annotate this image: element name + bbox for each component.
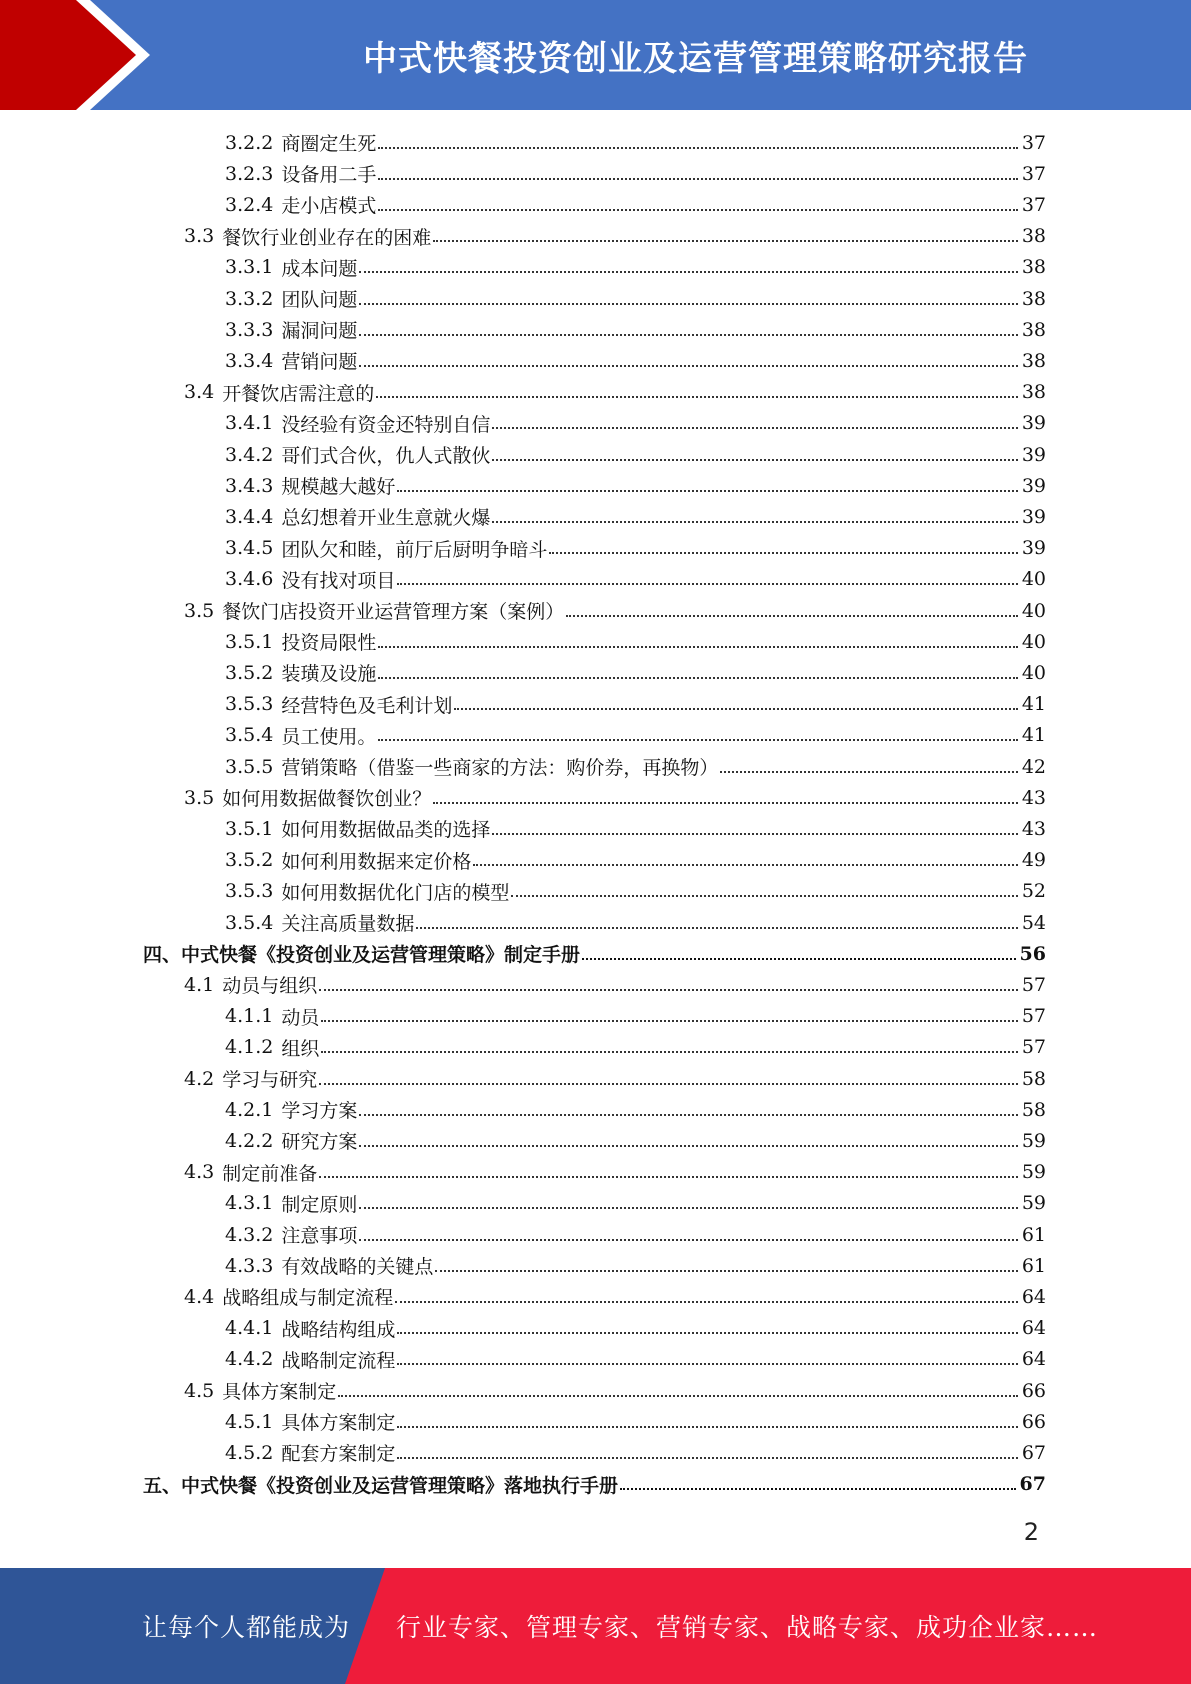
toc-entry-number: 3.4.6 [225,568,274,591]
toc-entry[interactable] [225,907,1046,938]
toc-entry[interactable] [184,595,1046,626]
toc-entry[interactable] [184,1063,1046,1094]
toc-entry-number: 4.3.2 [225,1223,274,1246]
toc-entry[interactable] [225,1344,1046,1375]
toc-entry[interactable] [225,127,1046,158]
toc-entry-number: 4.2 [184,1067,215,1090]
toc-entry[interactable] [225,158,1046,189]
toc-entry[interactable] [225,1219,1046,1250]
toc-entry-number: 3.5 [184,786,215,809]
toc-dot-leader [359,334,1017,336]
toc-entry-page: 38 [1021,225,1046,248]
toc-dot-leader [397,1426,1017,1428]
toc-dot-leader [378,147,1017,149]
toc-entry-title: 开餐饮店需注意的 [222,382,375,405]
toc-entry[interactable] [184,1281,1046,1312]
toc-dot-leader [319,1176,1018,1178]
toc-dot-leader [378,677,1017,679]
page-number: 2 [1023,1518,1039,1546]
toc-entry-page: 40 [1021,630,1046,653]
toc-entry[interactable] [225,439,1046,470]
toc-entry-title: 制定原则 [281,1193,358,1216]
toc-entry-title: 团队欠和睦，前厅后厨明争暗斗 [281,538,548,561]
toc-entry-page: 39 [1021,412,1046,435]
toc-dot-leader [321,1051,1017,1053]
toc-entry-title: 规模越大越好 [281,476,396,499]
toc-entry-title: 总幻想着开业生意就火爆 [281,507,491,530]
toc-entry[interactable] [225,533,1046,564]
toc-dot-leader [473,864,1017,866]
toc-entry-title: 学习方案 [281,1100,358,1123]
toc-entry-title: 没经验有资金还特别自信 [281,413,491,436]
toc-dot-leader [492,833,1017,835]
toc-entry-title: 员工使用。 [281,725,377,748]
footer-slogan-right: 行业专家、管理专家、营销专家、战略专家、成功企业家…… [396,1613,1099,1642]
toc-entry[interactable] [225,1313,1046,1344]
toc-dot-leader [549,552,1017,554]
toc-dot-leader [454,708,1017,710]
toc-entry-title: 成本问题 [281,257,358,280]
toc-entry[interactable] [184,377,1046,408]
toc-dot-leader [433,802,1018,804]
toc-entry-page: 40 [1021,599,1046,622]
toc-entry-page: 43 [1021,786,1046,809]
toc-entry-page: 67 [1021,1441,1046,1464]
toc-entry[interactable] [225,751,1046,782]
toc-dot-leader [359,1239,1017,1241]
toc-dot-leader [511,895,1017,897]
toc-dot-leader [376,396,1018,398]
toc-entry[interactable] [225,876,1046,907]
toc-entry-number: 3.4.3 [225,474,274,497]
toc-entry-number: 3.5.1 [225,630,274,653]
toc-entry-number: 4.5.2 [225,1441,274,1464]
toc-entry[interactable] [225,813,1046,844]
toc-dot-leader [359,1145,1017,1147]
toc-entry-number: 3.4 [184,381,215,404]
toc-entry-page: 57 [1021,1005,1046,1028]
toc-entry-page: 40 [1021,661,1046,684]
toc-entry[interactable] [225,564,1046,595]
toc-entry[interactable] [184,969,1046,1000]
toc-entry-title: 团队问题 [281,289,358,311]
toc-dot-leader [433,240,1018,242]
toc-entry-title: 餐饮行业创业存在的困难 [222,226,432,249]
toc-entry-number: 3.4.4 [225,505,274,528]
toc-entry[interactable] [225,345,1046,376]
toc-dot-leader [319,989,1018,991]
toc-dot-leader [359,303,1017,305]
toc-entry-page: 37 [1021,131,1046,154]
toc-dot-leader [620,1488,1016,1490]
toc-entry-page: 58 [1021,1098,1046,1121]
toc-entry[interactable] [184,1157,1046,1188]
toc-entry-number: 3.2.2 [225,131,274,154]
toc-entry-title: 哥们式合伙，仇人式散伙 [281,445,491,467]
toc-entry-title: 战略组成与制定流程 [222,1287,394,1310]
toc-entry-number: 4.1.2 [225,1036,274,1059]
toc-entry-page: 38 [1021,287,1046,310]
toc-entry-number: 3.3 [184,225,215,248]
toc-entry-title: 营销问题 [281,351,358,374]
toc-entry-title: 战略制定流程 [281,1349,396,1372]
toc-dot-leader [395,1301,1018,1303]
toc-dot-leader [359,1207,1017,1209]
toc-entry-number: 4.1.1 [225,1005,274,1028]
toc-entry-page: 37 [1021,193,1046,216]
toc-entry-number: 3.5.1 [225,817,274,840]
toc-entry[interactable] [225,252,1046,283]
toc-dot-leader [582,958,1016,960]
toc-entry-title: 漏洞问题 [281,320,358,343]
toc-dot-leader [338,1395,1018,1397]
toc-entry-page: 64 [1021,1317,1046,1340]
page-header [0,0,1191,110]
toc-entry-page: 59 [1021,1161,1046,1184]
toc-entry[interactable] [225,283,1046,314]
toc-entry[interactable] [143,1469,1046,1500]
toc-entry-page: 66 [1021,1410,1046,1433]
toc-entry-title: 经营特色及毛利计划 [281,694,453,717]
toc-entry-page: 57 [1021,1036,1046,1059]
toc-entry[interactable] [225,1032,1046,1063]
toc-entry-number: 4.2.2 [225,1129,274,1152]
toc-entry-page: 61 [1021,1254,1046,1277]
page-footer [0,1568,1191,1684]
toc-entry-number: 4.2.1 [225,1098,274,1121]
toc-entry-page: 42 [1021,755,1046,778]
toc-entry-title: 商圈定生死 [281,133,377,155]
toc-entry-number: 4.3.1 [225,1192,274,1215]
toc-entry[interactable] [225,1125,1046,1156]
toc-dot-leader [492,459,1017,461]
toc-entry-title: 注意事项 [281,1225,358,1247]
toc-entry-number: 3.5.4 [225,724,274,747]
toc-entry-title: 具体方案制定 [281,1412,396,1435]
toc-entry[interactable] [225,1406,1046,1437]
toc-entry-number: 3.3.4 [225,349,274,372]
toc-entry[interactable] [225,1437,1046,1468]
footer-slogan-left: 让每个人都能成为 [142,1613,351,1642]
toc-entry-title: 制定前准备 [222,1162,318,1185]
report-title: 中式快餐投资创业及运营管理策略研究报告 [363,38,1028,79]
toc-entry-title: 装璜及设施 [281,663,377,686]
toc-entry-number: 3.5.4 [225,911,274,934]
toc-dot-leader [416,927,1017,929]
toc-entry-title: 战略结构组成 [281,1318,396,1341]
toc-entry-title: 设备用二手 [281,164,377,187]
toc-entry-number: 3.5.3 [225,693,274,716]
toc-entry-title: 配套方案制定 [281,1443,396,1466]
toc-dot-leader [359,271,1017,273]
toc-entry-number: 4.3.3 [225,1254,274,1277]
toc-entry-title: 动员 [281,1006,320,1029]
toc-entry-number: 3.3.3 [225,318,274,341]
toc-entry-number: 3.5.2 [225,661,274,684]
toc-entry-title: 五、中式快餐《投资创业及运营管理策略》落地执行手册 [143,1474,619,1497]
toc-entry-page: 41 [1021,693,1046,716]
toc-entry-number: 3.5.3 [225,880,274,903]
toc-entry-page: 64 [1021,1348,1046,1371]
toc-entry-number: 3.5 [184,599,215,622]
toc-entry-title: 餐饮门店投资开业运营管理方案（案例） [222,601,565,623]
toc-entry-title: 动员与组织 [222,975,318,998]
toc-dot-leader [319,1083,1018,1085]
toc-entry[interactable] [225,1250,1046,1281]
toc-entry[interactable] [184,221,1046,252]
toc-entry[interactable] [184,1375,1046,1406]
toc-entry-page: 52 [1021,880,1046,903]
toc-entry-number: 4.5 [184,1379,215,1402]
toc-entry-number: 4.1 [184,973,215,996]
toc-dot-leader [397,583,1017,585]
toc-dot-leader [378,739,1017,741]
toc-entry-number: 3.5.2 [225,849,274,872]
toc-entry-number: 3.4.2 [225,443,274,466]
toc-entry[interactable] [225,408,1046,439]
toc-entry-page: 59 [1021,1192,1046,1215]
toc-dot-leader [720,771,1017,773]
toc-entry-number: 4.4.2 [225,1348,274,1371]
toc-entry-page: 39 [1021,505,1046,528]
toc-entry[interactable] [225,314,1046,345]
toc-entry-title: 研究方案 [281,1131,358,1154]
toc-dot-leader [378,646,1017,648]
toc-dot-leader [397,490,1017,492]
toc-entry-page: 40 [1021,568,1046,591]
toc-entry-number: 4.5.1 [225,1410,274,1433]
toc-entry-number: 4.4.1 [225,1317,274,1340]
toc-entry-page: 39 [1021,474,1046,497]
toc-entry-number: 4.4 [184,1285,215,1308]
toc-entry-title: 如何用数据优化门店的模型 [281,881,510,904]
toc-entry-title: 有效战略的关键点 [281,1256,434,1279]
toc-entry-title: 如何用数据做品类的选择 [281,819,491,842]
toc-entry[interactable] [225,720,1046,751]
toc-entry[interactable] [225,626,1046,657]
toc-entry-page: 39 [1021,443,1046,466]
toc-entry-page: 59 [1021,1129,1046,1152]
toc-entry-number: 3.3.2 [225,287,274,310]
toc-entry-page: 43 [1021,817,1046,840]
toc-entry-page: 38 [1021,349,1046,372]
toc-entry-page: 39 [1021,537,1046,560]
toc-entry-page: 64 [1021,1285,1046,1308]
toc-entry-number: 3.4.1 [225,412,274,435]
toc-entry[interactable] [225,1188,1046,1219]
toc-dot-leader [397,1457,1017,1459]
toc-dot-leader [359,365,1017,367]
toc-dot-leader [492,521,1017,523]
toc-entry-title: 营销策略（借鉴一些商家的方法：购价券，再换物） [281,757,719,779]
toc-entry-page: 38 [1021,256,1046,279]
toc-entry[interactable] [225,189,1046,220]
toc-dot-leader [566,615,1018,617]
toc-entry-page: 49 [1021,849,1046,872]
toc-dot-leader [378,209,1017,211]
toc-entry-title: 投资局限性 [281,632,377,655]
toc-entry[interactable] [143,938,1046,969]
toc-entry-title: 走小店模式 [281,195,377,218]
toc-entry-page: 56 [1019,942,1046,965]
toc-entry-page: 66 [1021,1379,1046,1402]
toc-entry-page: 37 [1021,162,1046,185]
toc-dot-leader [492,427,1017,429]
toc-entry-page: 41 [1021,724,1046,747]
toc-entry-number: 3.5.5 [225,755,274,778]
toc-entry[interactable] [225,689,1046,720]
toc-entry[interactable] [225,470,1046,501]
toc-entry-title: 如何用数据做餐饮创业？ [222,788,432,811]
toc-entry-page: 61 [1021,1223,1046,1246]
toc-entry-page: 67 [1019,1473,1046,1496]
toc-dot-leader [359,1114,1017,1116]
toc-entry-title: 如何利用数据来定价格 [281,850,472,873]
toc-entry[interactable] [225,1094,1046,1125]
header-red-chevron [0,0,160,110]
toc-dot-leader [397,1363,1017,1365]
toc-dot-leader [321,1020,1017,1022]
toc-entry[interactable] [225,1001,1046,1032]
toc-entry[interactable] [184,782,1046,813]
toc-dot-leader [397,1332,1017,1334]
toc-entry-title: 组织 [281,1037,320,1060]
toc-entry-title: 具体方案制定 [222,1381,337,1403]
toc-entry[interactable] [225,501,1046,532]
toc-dot-leader [378,178,1017,180]
toc-dot-leader [435,1270,1017,1272]
toc-entry-title: 关注高质量数据 [281,913,415,935]
toc-entry-page: 58 [1021,1067,1046,1090]
toc-entry-title: 没有找对项目 [281,569,396,592]
toc-entry[interactable] [225,845,1046,876]
toc-entry-title: 学习与研究 [222,1069,318,1091]
toc-entry-number: 4.3 [184,1161,215,1184]
toc-entry-number: 3.2.4 [225,193,274,216]
toc-entry-page: 38 [1021,381,1046,404]
toc-entry-page: 54 [1021,911,1046,934]
toc-entry-number: 3.3.1 [225,256,274,279]
toc-entry-page: 38 [1021,318,1046,341]
toc-entry-title: 四、中式快餐《投资创业及运营管理策略》制定手册 [143,944,581,967]
toc-entry-page: 57 [1021,973,1046,996]
toc-entry[interactable] [225,657,1046,688]
toc-entry-number: 3.4.5 [225,537,274,560]
toc-entry-number: 3.2.3 [225,162,274,185]
